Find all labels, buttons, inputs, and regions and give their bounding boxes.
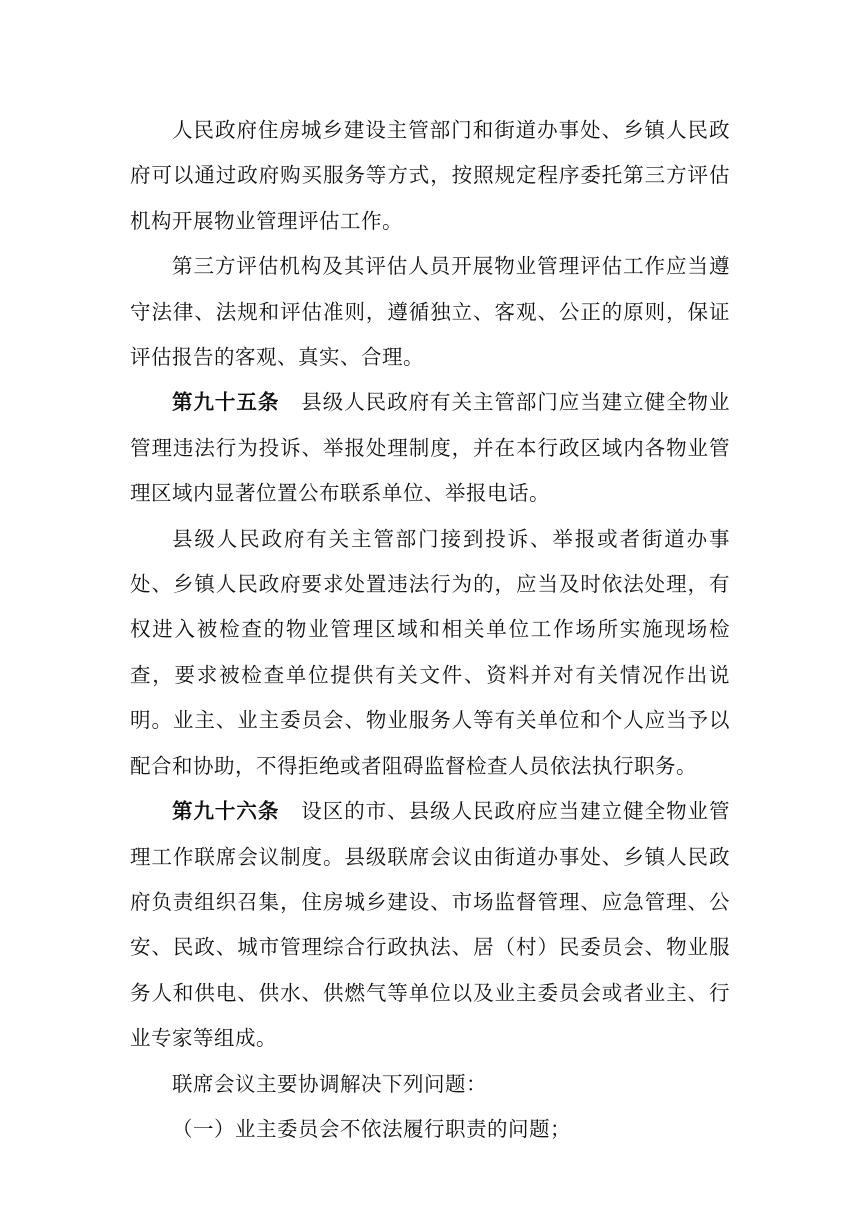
paragraph	[130, 108, 730, 244]
list-item-text: （一）业主委员会不依法履行职责的问题；	[172, 1116, 571, 1141]
article-number: 第九十六条	[172, 799, 280, 824]
paragraph	[130, 517, 730, 789]
paragraph	[130, 1062, 730, 1107]
document-body	[130, 108, 730, 1152]
article-paragraph	[130, 380, 730, 516]
paragraph-text: 县级人民政府有关主管部门应当建立健全物业管理违法行为投诉、举报处理制度，并在本行政区域内各物业管理区域内显著位置公布联系单位、举报电话。	[130, 390, 731, 506]
paragraph-text: 设区的市、县级人民政府应当建立健全物业管理工作联席会议制度。县级联席会议由街道办事处、乡镇人民政府负责组织召集，住房城乡建设、市场监督管理、应急管理、公安、民政、城市管理综合行政执法、居（村）民委员会、物业服务人和供电、供水、供燃气等单位以及业主委员会或者业主、行业专家等组成。	[130, 799, 731, 1051]
article-number: 第九十五条	[172, 390, 280, 415]
list-item	[130, 1107, 730, 1152]
paragraph	[130, 244, 730, 380]
paragraph-text: 县级人民政府有关主管部门接到投诉、举报或者街道办事处、乡镇人民政府要求处置违法行为的，应当及时依法处理，有权进入被检查的物业管理区域和相关单位工作场所实施现场检查，要求被检查单位提供有关文件、资料并对有关情况作出说明。业主、业主委员会、物业服务人等有关单位和个人应当予以配合和协助，不得拒绝或者阻碍监督检查人员依法执行职务。	[130, 526, 730, 778]
paragraph-text: 第三方评估机构及其评估人员开展物业管理评估工作应当遵守法律、法规和评估准则，遵循独立、客观、公正的原则，保证评估报告的客观、真实、合理。	[130, 254, 730, 370]
paragraph-text: 人民政府住房城乡建设主管部门和街道办事处、乡镇人民政府可以通过政府购买服务等方式，按照规定程序委托第三方评估机构开展物业管理评估工作。	[130, 118, 730, 233]
article-paragraph	[130, 789, 730, 1061]
paragraph-text: 联席会议主要协调解决下列问题：	[172, 1071, 487, 1096]
